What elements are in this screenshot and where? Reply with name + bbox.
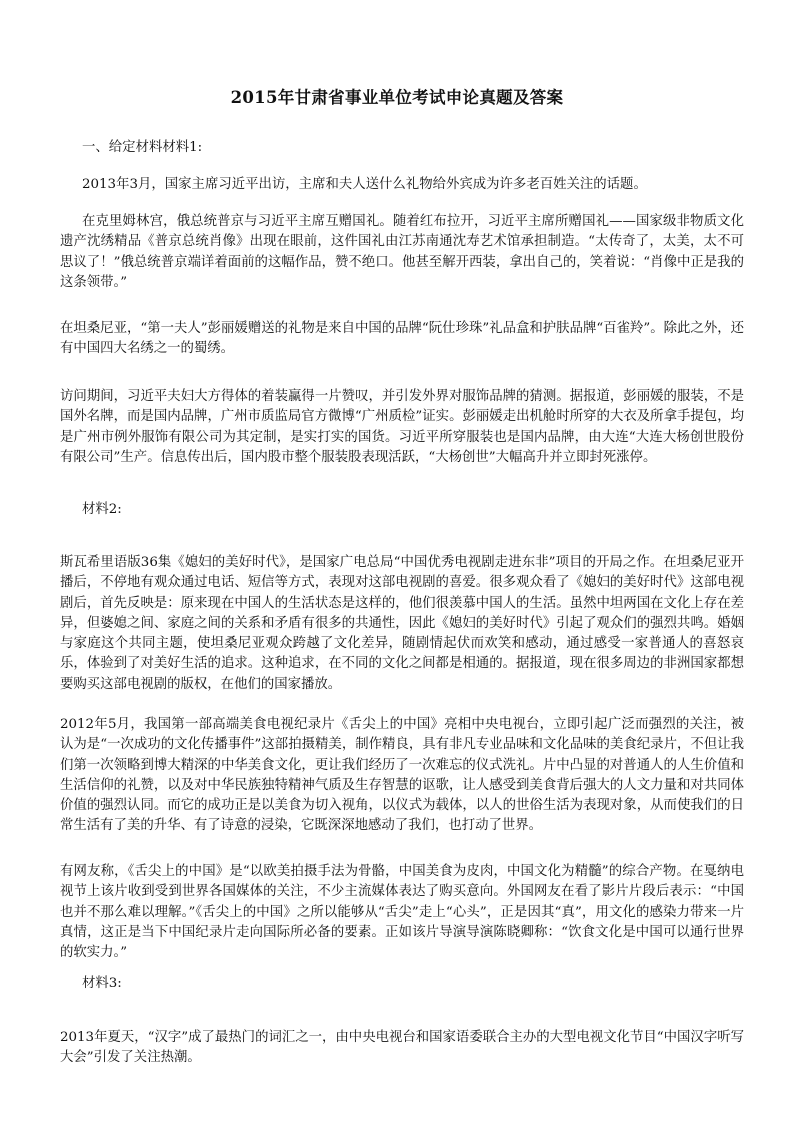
material1-paragraph-3: 在坦桑尼亚，“第一夫人”彭丽媛赠送的礼物是来自中国的品牌“阮仕珍珠”礼品盒和护肤品牌“百雀羚”。除此之外，还有中国四大名绣之一的蜀绣。 bbox=[60, 321, 744, 357]
material2-paragraph-2: 2012年5月，我国第一部高端美食电视纪录片《舌尖上的中国》亮相中央电视台，立即引起广泛而强烈的关注，被认为是“一次成功的文化传播事件”这部拍摄精美，制作精良，具有非凡专业品味和文化品味的美食纪录片，不但让我们第一次领略到博大精深的中华美食文化，更让我们经历了一次难忘的仪式洗礼。片中凸显的对普通人的人生价值和生活信仰的礼赞，以及对中华民族独特精神气质及生存智慧的讴歌，让人感受到美食背后强大的人文力量和对共同体价值的强烈认同。而它的成功正是以美食为切入视角，以仪式为载体，以人的世俗生活为表现对象，从而使我们的日常生活有了美的升华、有了诗意的浸染，它既深深地感动了我们，也打动了世界。 bbox=[60, 717, 744, 834]
material2-paragraph-1: 斯瓦希里语版36集《媳妇的美好时代》，是国家广电总局“中国优秀电视剧走进东非”项目的开局之作。在坦桑尼亚开播后，不停地有观众通过电话、短信等方式，表现对这部电视剧的喜爱。很多观众看了《媳妇的美好时代》这部电视剧后，首先反映是：原来现在中国人的生活状态是这样的，他们很羡慕中国人的生活。虽然中坦两国在文化上存在差异，但婆媳之间、家庭之间的关系和矛盾有很多的共通性，因此《媳妇的美好时代》引起了观众们的强烈共鸣。婚姻与家庭这个共同主题，使坦桑尼亚观众跨越了文化差异，随剧情起伏而欢笑和感动，通过感受一家普通人的喜怒哀乐，体验到了对美好生活的追求。这种追求，在不同的文化之间都是相通的。据报道，现在很多周边的非洲国家都想要购买这部电视剧的版权，在他们的国家播放。 bbox=[60, 555, 744, 692]
material3-paragraph-1: 2013年夏天，“汉字”成了最热门的词汇之一，由中央电视台和国家语委联合主办的大型电视文化节目“中国汉字听写大会”引发了关注热潮。 bbox=[60, 1030, 744, 1066]
material1-paragraph-2: 在克里姆林宫，俄总统普京与习近平主席互赠国礼。随着红布拉开，习近平主席所赠国礼——国家级非物质文化遗产沈绣精品《普京总统肖像》出现在眼前，这件国礼由江苏南通沈寿艺术馆承担制造。“太传奇了，太美，太不可思议了！”俄总统普京端详着面前的这幅作品，赞不绝口。他甚至解开西装，拿出自己的，笑着说：“肖像中正是我的这条领带。” bbox=[60, 214, 744, 290]
material2-paragraph-3: 有网友称，《舌尖上的中国》是“以欧美拍摄手法为骨骼，中国美食为皮肉，中国文化为精髓”的综合产物。在戛纳电视节上该片收到受到世界各国媒体的关注，不少主流媒体表达了购买意向。外国网友在看了影片片段后表示：“中国也并不那么难以理解。”《舌尖上的中国》之所以能够从“舌尖”走上“心头”，正是因其“真”，用文化的感染力带来一片真情，这正是当下中国纪录片走向国际所必备的要素。正如该片导演导演陈晓卿称：“饮食文化是中国可以通行世界的软实力。” bbox=[60, 864, 744, 961]
material1-paragraph-1: 2013年3月，国家主席习近平出访，主席和夫人送什么礼物给外宾成为许多老百姓关注的话题。 bbox=[82, 177, 647, 192]
section-heading: 一、给定材料材料1: bbox=[82, 140, 203, 155]
material3-heading: 材料3: bbox=[82, 976, 122, 991]
material1-paragraph-4: 访问期间，习近平夫妇大方得体的着装赢得一片赞叹，并引发外界对服饰品牌的猜测。据报道，彭丽媛的服装，不是国外名牌，而是国内品牌，广州市质监局官方微博“广州质检”证实。彭丽媛走出机舱时所穿的大衣及所拿手提包，均是广州市例外服饰有限公司为其定制，是实打实的国货。习近平所穿服装也是国内品牌，由大连“大连大杨创世股份有限公司”生产。信息传出后，国内股市整个服装股表现活跃，“大杨创世”大幅高升并立即封死涨停。 bbox=[60, 389, 744, 465]
material2-heading: 材料2: bbox=[82, 502, 122, 517]
page-title: 2015年甘肃省事业单位考试申论真题及答案 bbox=[230, 88, 564, 107]
